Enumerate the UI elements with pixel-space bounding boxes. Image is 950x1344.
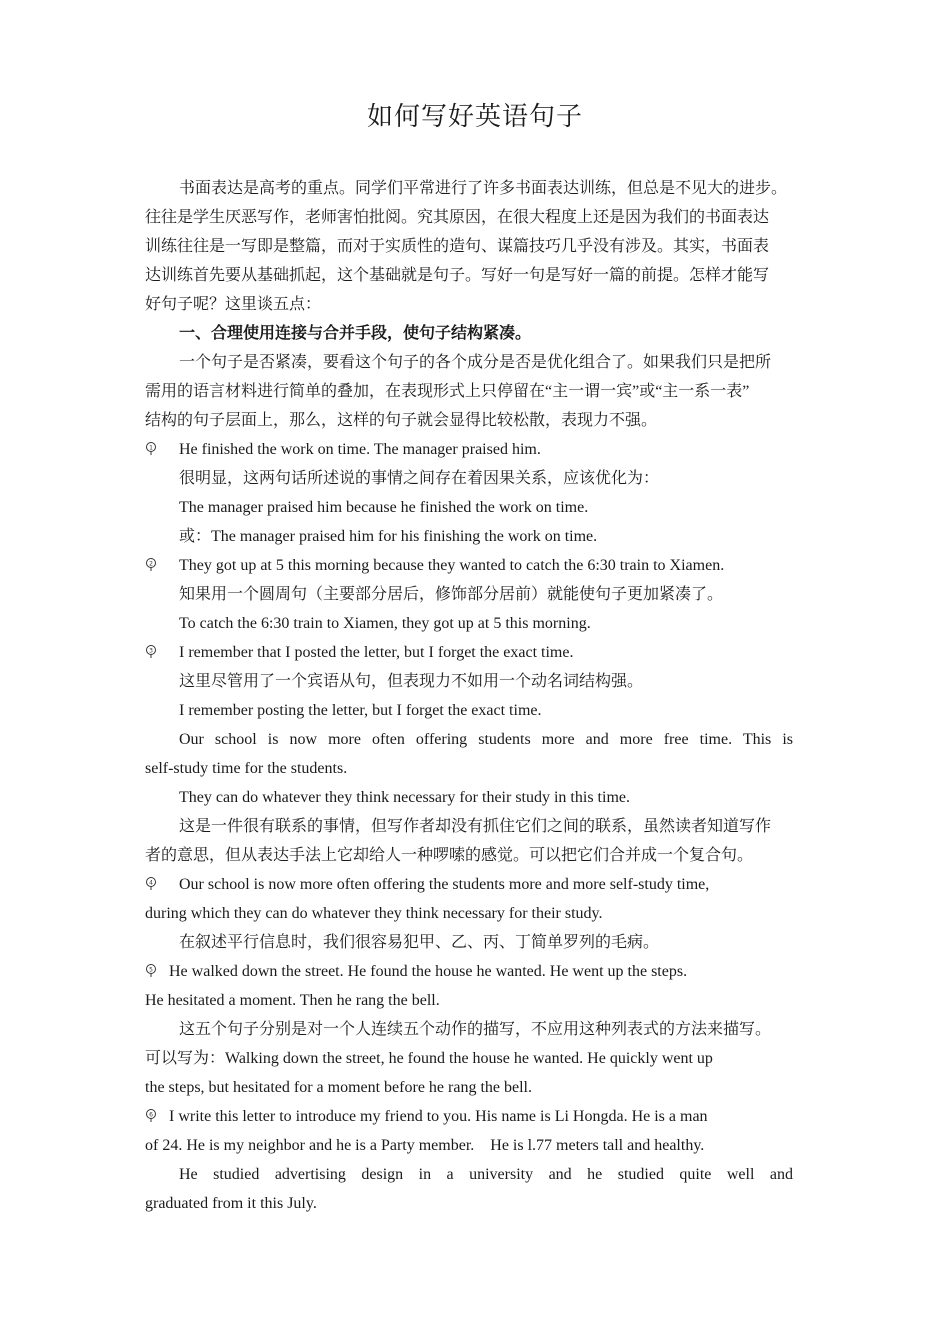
example-sentence bbox=[145, 435, 793, 464]
improved-sentence: To catch the 6:30 train to Xiamen, they got up at 5 this morning. bbox=[179, 615, 591, 632]
svg-text:5: 5 bbox=[149, 966, 153, 974]
explanation-line: 这是一件很有联系的事情，但写作者却没有抓住它们之间的联系，虽然读者知道写作 bbox=[179, 818, 772, 835]
explanation-line: 在叙述平行信息时，我们很容易犯甲、乙、丙、丁简单罗列的毛病。 bbox=[179, 934, 660, 951]
intro-paragraph-line: 达训练首先要从基础抓起，这个基础就是句子。写好一句是写好一篇的前提。怎样才能写 bbox=[145, 267, 770, 284]
improved-sentence bbox=[145, 870, 793, 899]
bullet-icon bbox=[145, 1102, 169, 1131]
example-sentence: Our school is now more often offering students more and more free time. This is bbox=[179, 731, 793, 748]
example-sentence bbox=[145, 957, 793, 986]
example-sentence bbox=[145, 551, 793, 580]
page-title: 如何写好英语句子 bbox=[366, 102, 583, 131]
bullet-icon bbox=[145, 957, 169, 986]
example-sentence: He hesitated a moment. Then he rang the bell. bbox=[145, 992, 440, 1009]
paragraph-line: 需用的语言材料进行简单的叠加，在表现形式上只停留在“主一谓一宾”或“主一系一表” bbox=[145, 383, 750, 400]
improved-sentence: 可以写为：Walking down the street, he found the house he wanted. He quickly went up bbox=[145, 1050, 713, 1067]
example-sentence: self-study time for the students. bbox=[145, 760, 348, 777]
improved-sentence: I remember posting the letter, but I forget the exact time. bbox=[179, 702, 542, 719]
bullet-icon bbox=[145, 435, 179, 464]
paragraph-line: 一个句子是否紧凑，要看这个句子的各个成分是否是优化组合了。如果我们只是把所 bbox=[179, 354, 772, 371]
example-text: I remember that I posted the letter, but I forget the exact time. bbox=[179, 644, 574, 661]
explanation-line: 知果用一个圆周句（主要部分居后，修饰部分居前）就能使句子更加紧凑了。 bbox=[179, 586, 724, 603]
improved-sentence: 或：The manager praised him for his finishing the work on time. bbox=[179, 528, 598, 545]
example-sentence bbox=[145, 638, 793, 667]
example-text: He finished the work on time. The manager praised him. bbox=[179, 441, 541, 458]
section-heading: 一、合理使用连接与合并手段，使句子结构紧凑。 bbox=[179, 325, 532, 342]
example-text: He walked down the street. He found the house he wanted. He went up the steps. bbox=[169, 963, 688, 980]
improved-sentence: during which they can do whatever they think necessary for their study. bbox=[145, 905, 603, 922]
svg-text:4: 4 bbox=[149, 879, 153, 887]
intro-paragraph-line: 书面表达是高考的重点。同学们平常进行了许多书面表达训练，但总是不见大的进步。 bbox=[179, 180, 788, 197]
svg-text:6: 6 bbox=[149, 1111, 153, 1119]
svg-text:3: 3 bbox=[149, 647, 153, 655]
intro-paragraph-line: 好句子呢？这里谈五点： bbox=[145, 296, 322, 313]
example-text: Our school is now more often offering the students more and more self-study time, bbox=[179, 876, 710, 893]
intro-paragraph-line: 往往是学生厌恶写作，老师害怕批阅。究其原因，在很大程度上还是因为我们的书面表达 bbox=[145, 209, 770, 226]
example-text: I write this letter to introduce my friend to you. His name is Li Hongda. He is a man bbox=[169, 1108, 708, 1125]
svg-text:2: 2 bbox=[149, 560, 153, 568]
bullet-icon bbox=[145, 870, 179, 899]
article-body bbox=[145, 174, 793, 1218]
bullet-icon bbox=[145, 551, 179, 580]
explanation-line: 很明显，这两句话所述说的事情之间存在着因果关系，应该优化为： bbox=[179, 470, 660, 487]
improved-sentence: the steps, but hesitated for a moment before he rang the bell. bbox=[145, 1079, 532, 1096]
example-text: They got up at 5 this morning because they wanted to catch the 6:30 train to Xiamen. bbox=[179, 557, 725, 574]
improved-sentence: The manager praised him because he finished the work on time. bbox=[179, 499, 589, 516]
intro-paragraph-line: 训练往往是一写即是整篇，而对于实质性的造句、谋篇技巧几乎没有涉及。其实，书面表 bbox=[145, 238, 770, 255]
bullet-icon bbox=[145, 638, 179, 667]
explanation-line: 这里尽管用了一个宾语从句，但表现力不如用一个动名词结构强。 bbox=[179, 673, 644, 690]
example-sentence: He studied advertising design in a university and he studied quite well and bbox=[179, 1166, 793, 1183]
example-sentence: They can do whatever they think necessary for their study in this time. bbox=[179, 789, 630, 806]
paragraph-line: 结构的句子层面上，那么，这样的句子就会显得比较松散，表现力不强。 bbox=[145, 412, 658, 429]
example-sentence: graduated from it this July. bbox=[145, 1195, 317, 1212]
svg-text:1: 1 bbox=[149, 444, 153, 452]
explanation-line: 这五个句子分别是对一个人连续五个动作的描写，不应用这种列表式的方法来描写。 bbox=[179, 1021, 772, 1038]
example-sentence: of 24. He is my neighbor and he is a Party member. He is l.77 meters tall and healthy. bbox=[145, 1137, 705, 1154]
example-sentence bbox=[145, 1102, 793, 1131]
explanation-line: 者的意思，但从表达手法上它却给人一种啰嗦的感觉。可以把它们合并成一个复合句。 bbox=[145, 847, 754, 864]
